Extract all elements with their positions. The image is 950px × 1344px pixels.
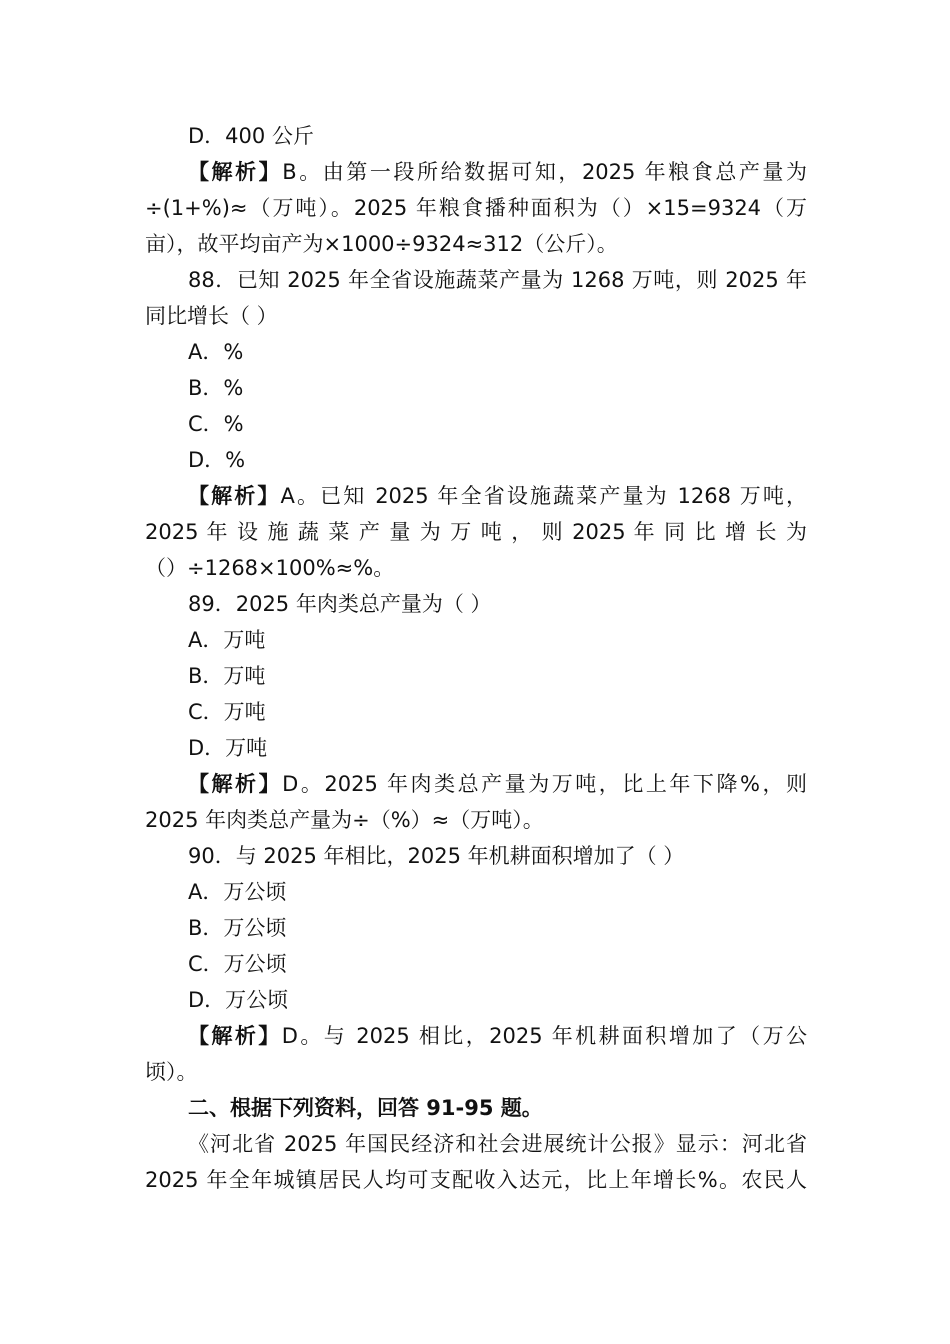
- analysis-89-line-1: 【解析】D。2025 年肉类总产量为万吨，比上年下降%，则: [188, 772, 807, 796]
- option-c-89: C．万吨: [188, 700, 266, 724]
- option-d-90: D．万公顷: [188, 988, 289, 1012]
- analysis-label: 【解析】: [188, 160, 283, 184]
- analysis-88-line-3: （）÷1268×100%≈%。: [145, 556, 395, 580]
- analysis-87-line-3: 亩），故平均亩产为×1000÷9324≈312（公斤）。: [145, 232, 618, 256]
- analysis-label: 【解析】: [188, 1024, 282, 1048]
- analysis-90-line-1: 【解析】D。与 2025 相比，2025 年机耕面积增加了（万公: [188, 1024, 807, 1048]
- option-b-89: B．万吨: [188, 664, 266, 688]
- analysis-88-line-2: 2025 年 设 施 蔬 菜 产 量 为 万 吨 ， 则 2025 年 同 比 增 长 为: [145, 520, 807, 544]
- question-88-line-2: 同比增长（ ）: [145, 304, 278, 328]
- question-89: 89．2025 年肉类总产量为（ ）: [188, 592, 492, 616]
- analysis-label: 【解析】: [188, 772, 283, 796]
- section-heading: 二、根据下列资料，回答 91-95 题。: [188, 1096, 543, 1120]
- material-line-1: 《河北省 2025 年国民经济和社会进展统计公报》显示：河北省: [188, 1132, 807, 1156]
- option-b-90: B．万公顷: [188, 916, 287, 940]
- option-d-88: D．%: [188, 448, 246, 472]
- option-a-89: A．万吨: [188, 628, 266, 652]
- option-b-88: B．%: [188, 376, 244, 400]
- option-d-89: D．万吨: [188, 736, 268, 760]
- option-a-90: A．万公顷: [188, 880, 287, 904]
- question-90: 90．与 2025 年相比，2025 年机耕面积增加了（ ）: [188, 844, 685, 868]
- option-c-88: C．%: [188, 412, 244, 436]
- analysis-89-line-2: 2025 年肉类总产量为÷（%）≈（万吨）。: [145, 808, 544, 832]
- analysis-88-line-1: 【解析】A。已知 2025 年全省设施蔬菜产量为 1268 万吨，: [188, 484, 808, 508]
- question-88-line-1: 88．已知 2025 年全省设施蔬菜产量为 1268 万吨，则 2025 年: [188, 268, 807, 292]
- analysis-87-line-2: ÷(1+%)≈（万吨）。2025 年粮食播种面积为（）×15=9324（万: [145, 196, 807, 220]
- analysis-87-line-1: 【解析】B。由第一段所给数据可知，2025 年粮食总产量为: [188, 160, 807, 184]
- option-c-90: C．万公顷: [188, 952, 287, 976]
- analysis-label: 【解析】: [188, 484, 281, 508]
- option-a-88: A．%: [188, 340, 244, 364]
- material-line-2: 2025 年全年城镇居民人均可支配收入达元，比上年增长%。农民人: [145, 1168, 807, 1192]
- analysis-90-line-2: 顷）。: [145, 1060, 198, 1084]
- option-d-87: D．400 公斤: [188, 124, 314, 148]
